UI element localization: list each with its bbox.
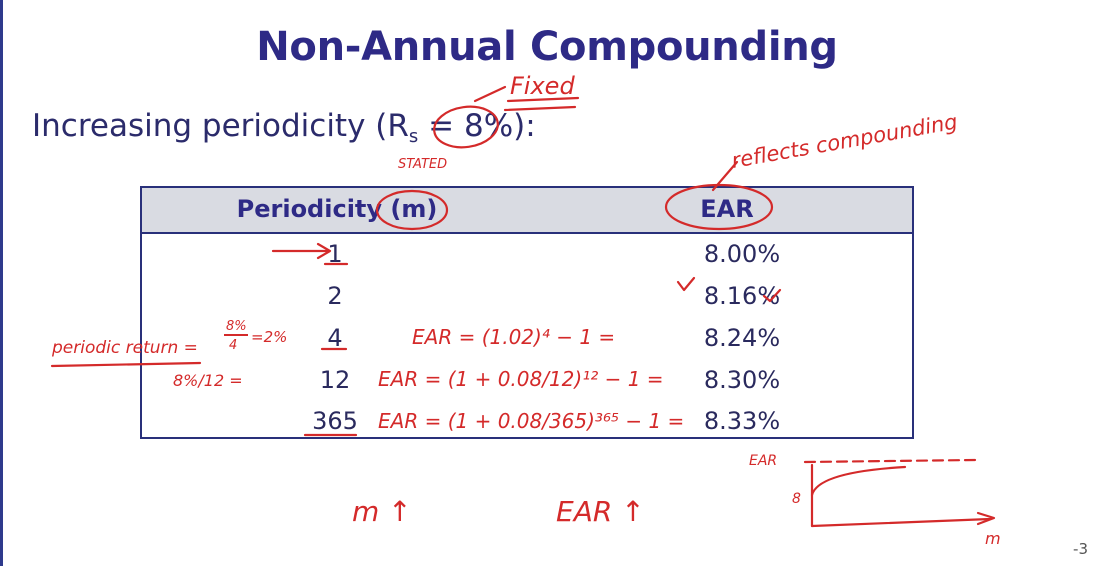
- annotation-8-over-12: 8%/12 =: [173, 371, 243, 390]
- slide-left-border: [0, 0, 3, 566]
- graph-curve: [812, 467, 905, 495]
- cell-m-row1: 1: [327, 240, 343, 268]
- slide-title: Non-Annual Compounding: [256, 24, 838, 70]
- annotation-frac-result: =2%: [251, 328, 288, 346]
- ear-table: [140, 186, 914, 439]
- subtitle-rest: = 8%):: [418, 108, 536, 144]
- page-number: -3: [1073, 540, 1088, 558]
- header-periodicity: Periodicity (m): [236, 195, 438, 223]
- subtitle-subscript: s: [408, 126, 419, 147]
- annotation-periodic-return: periodic return =: [52, 338, 198, 358]
- graph-eight: 8: [792, 491, 801, 507]
- fixed-underline-1: [508, 98, 578, 101]
- fixed-pointer: [475, 87, 505, 101]
- graph-x-arrow: [978, 513, 994, 524]
- graph-x-axis: [812, 519, 990, 526]
- cell-ear-row2: 8.16%: [703, 282, 781, 310]
- cell-m-row5: 365: [312, 407, 358, 435]
- annotation-ear-up: EAR ↑: [556, 495, 645, 528]
- cell-m-row2: 2: [327, 282, 343, 310]
- annotation-frac-top: 8%: [226, 319, 247, 334]
- graph-xlabel: m: [985, 529, 1001, 548]
- cell-ear-row5: 8.33%: [703, 407, 781, 435]
- graph-asymptote: [805, 460, 975, 462]
- annotation-fixed: Fixed: [510, 72, 575, 100]
- annotation-stated: STATED: [398, 157, 448, 172]
- graph-ylabel: EAR: [749, 453, 778, 469]
- cell-ear-row1: 8.00%: [703, 240, 781, 268]
- cell-m-row4: 12: [319, 366, 351, 394]
- equation-row4: EAR = (1.02)⁴ − 1 =: [412, 325, 616, 349]
- header-ear: EAR: [700, 195, 754, 223]
- slide-subtitle: [32, 108, 536, 147]
- annotation-frac-bottom: 4: [229, 338, 238, 353]
- annotation-m-up: m ↑: [352, 495, 412, 528]
- subtitle-text: Increasing periodicity (R: [32, 108, 409, 144]
- equation-row12: EAR = (1 + 0.08/12)¹² − 1 =: [378, 367, 664, 391]
- cell-ear-row3: 8.24%: [703, 324, 781, 352]
- cell-m-row3: 4: [327, 324, 343, 352]
- annotation-reflects: reflects compounding: [729, 109, 960, 173]
- table-header: [142, 188, 912, 234]
- cell-ear-row4: 8.30%: [703, 366, 781, 394]
- equation-row365: EAR = (1 + 0.08/365)³⁶⁵ − 1 =: [378, 409, 685, 433]
